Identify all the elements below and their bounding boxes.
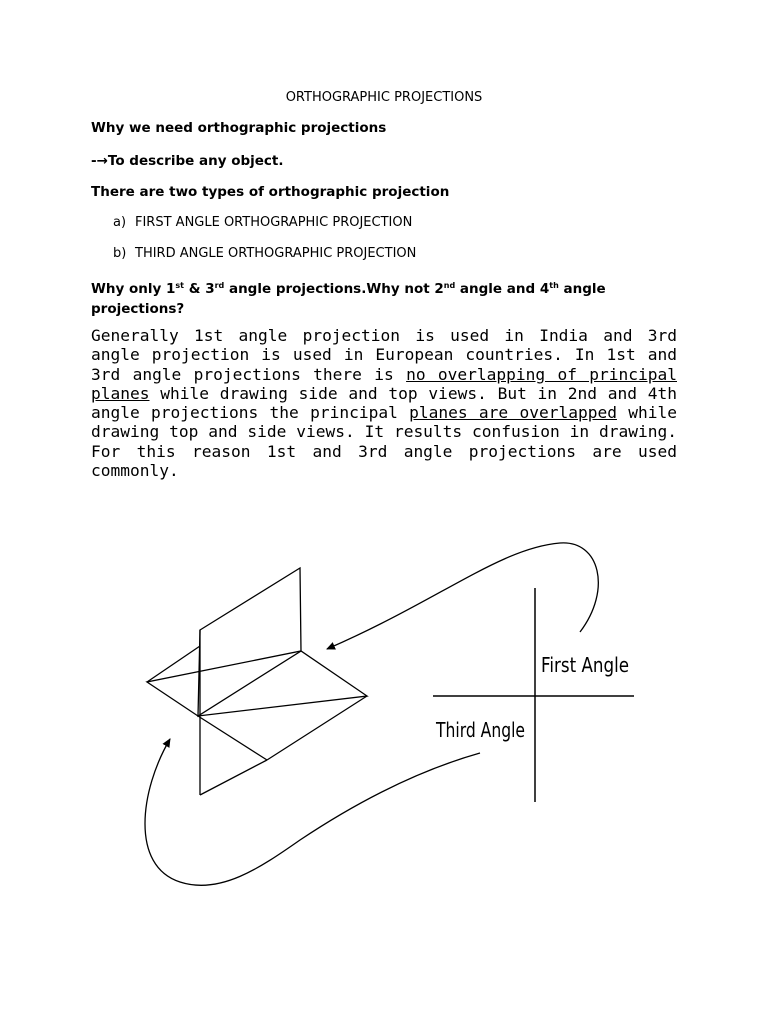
curved-arrow-first-angle — [327, 543, 598, 649]
q2-sup: st — [175, 281, 185, 290]
quadrant-axes — [433, 588, 634, 802]
para-text: Generally 1st angle projection is used in India and 3rd angle projection is used in European countries. In 1st and 3rd angle projections there is — [91, 326, 677, 384]
question-why-needed: Why we need orthographic projections — [91, 120, 387, 136]
list-item-text: FIRST ANGLE ORTHOGRAPHIC PROJECTION — [135, 215, 413, 230]
q2-sup: nd — [443, 281, 456, 290]
q2-sup: th — [549, 281, 559, 290]
q2-part: angle projections.Why not 2 — [224, 281, 444, 297]
q2-sup: rd — [214, 281, 225, 290]
right-arrow-icon: -→ — [91, 153, 108, 169]
q2-part: Why only 1 — [91, 281, 176, 297]
first-angle-label: First Angle — [541, 653, 629, 677]
curved-arrow-third-angle — [145, 739, 480, 885]
q2-part: angle and 4 — [455, 281, 550, 297]
statement-two-types: There are two types of orthographic projection — [91, 184, 450, 200]
answer-text: To describe any object. — [107, 153, 284, 169]
para-text: while drawing side and top views. But in 2nd and 4th angle projections the principal — [91, 383, 677, 423]
vertical-plane-lower-edge — [200, 760, 267, 795]
plane-intersection-front — [198, 716, 267, 760]
planes-3d-drawing — [147, 568, 367, 795]
third-angle-label: Third Angle — [435, 718, 525, 742]
list-item-text: THIRD ANGLE ORTHOGRAPHIC PROJECTION — [135, 246, 417, 261]
para-underlined-text: no overlapping of principal planes — [91, 364, 677, 403]
list-marker: a) — [113, 215, 127, 230]
vertical-plane-upper — [198, 568, 301, 716]
horizontal-plane — [147, 651, 367, 716]
para-text: while drawing top and side views. It results confusion in drawing. For this reason 1st and 3rd angle projections are used commonly. — [91, 403, 677, 481]
q2-part: & 3 — [184, 281, 215, 297]
para-underlined-text: planes are overlapped — [409, 403, 617, 423]
q2-part: angle projections? — [91, 281, 606, 317]
list-marker: b) — [113, 246, 127, 261]
page-title: ORTHOGRAPHIC PROJECTIONS — [285, 90, 483, 105]
